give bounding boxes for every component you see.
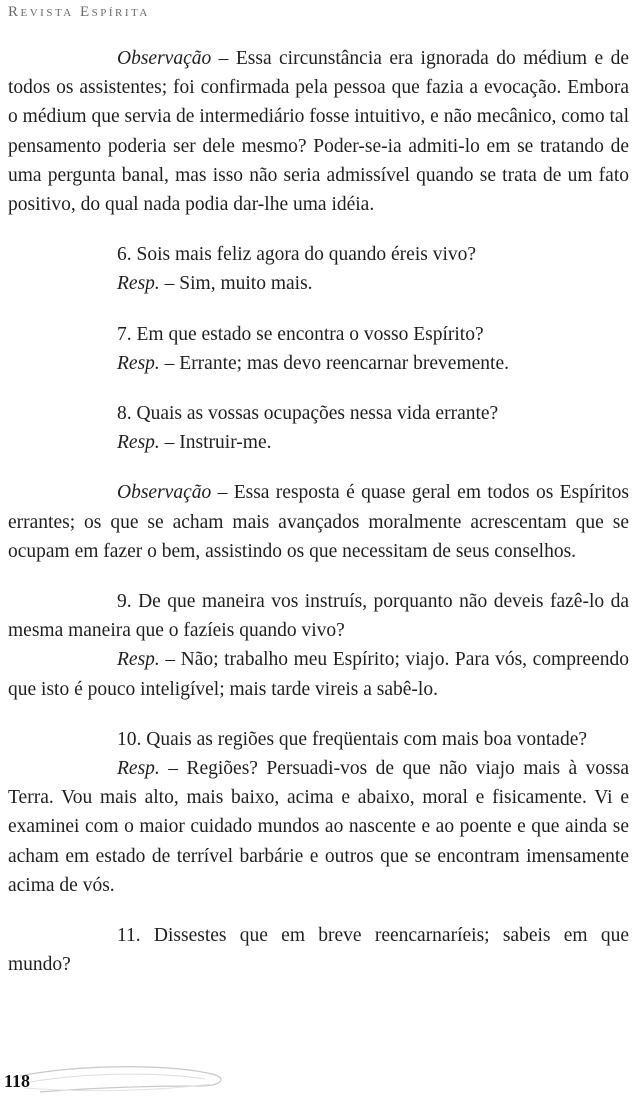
- page-body: [8, 44, 629, 979]
- resp-label: Resp.: [117, 758, 160, 780]
- resp-label: Resp.: [117, 432, 160, 454]
- observation-paragraph-1: [8, 44, 629, 219]
- question-9: 9. De que maneira vos instruís, porquanto não deveis fazê-lo da mesma maneira que o fazíeis quando vivo?: [8, 591, 629, 642]
- page-number: 118: [4, 1071, 31, 1091]
- resp-label: Resp.: [117, 352, 160, 374]
- question-10: 10. Quais as regiões que freqüentais com mais boa vontade?: [117, 728, 588, 750]
- qa-block-6: [8, 240, 629, 298]
- answer-text: – Regiões? Persuadi-vos de que não viajo mais à vossa Terra. Vou mais alto, mais baixo, acima e abaixo, moral e fisicamente. Vi e examinei com o maior cuidado mundos ao nascente e ao poente e que ainda se acham em estado de terrível barbárie e outros que se encontram imensamente acima de vós.: [8, 758, 629, 896]
- footer-swoosh-ornament: [0, 1062, 260, 1098]
- question-7: 7. Em que estado se encontra o vosso Espírito?: [117, 323, 484, 345]
- observation-label: Observação: [117, 48, 212, 69]
- answer-10: [8, 754, 629, 900]
- answer-8: [117, 428, 629, 457]
- question-8: 8. Quais as vossas ocupações nessa vida errante?: [117, 403, 499, 425]
- running-header: Revista Espírita: [8, 4, 150, 20]
- answer-9: [8, 645, 629, 703]
- answer-text: – Não; trabalho meu Espírito; viajo. Para vós, compreendo que isto é pouco inteligível; mais tarde vireis a sabê-lo.: [8, 649, 629, 700]
- observation-text: – Essa resposta é quase geral em todos os Espíritos errantes; os que se acham mais avançados moralmente acrescentam que se ocupam em fazer o bem, assistindo os que necessitam de seus conselhos.: [8, 482, 629, 562]
- observation-text: – Essa circunstância era ignorada do médium e de todos os assistentes; foi confirmada pela pessoa que fazia a evocação. Embora o médium que servia de intermediário fosse intuitivo, e não mecânico, como tal pensamento poderia ser dele mesmo? Poder-se-ia admiti-lo em se tratando de uma pergunta banal, mas isso não seria admissível quando se trata de um fato positivo, do qual nada podia dar-lhe uma idéia.: [8, 48, 629, 216]
- question-11: 11. Dissestes que em breve reencarnaríeis; sabeis em que mundo?: [8, 925, 629, 976]
- observation-paragraph-2: [8, 478, 629, 566]
- question-6: 6. Sois mais feliz agora do quando éreis vivo?: [117, 244, 477, 266]
- answer-text: – Sim, muito mais.: [159, 273, 313, 295]
- answer-text: – Instruir-me.: [159, 432, 272, 454]
- resp-label: Resp.: [117, 649, 160, 671]
- qa-block-7: [8, 320, 629, 378]
- observation-label: Observação: [117, 482, 212, 504]
- qa-block-8: [8, 399, 629, 457]
- answer-6: [117, 269, 629, 298]
- answer-text: – Errante; mas devo reencarnar brevemente.: [159, 352, 509, 374]
- answer-7: [117, 349, 629, 378]
- resp-label: Resp.: [117, 273, 160, 295]
